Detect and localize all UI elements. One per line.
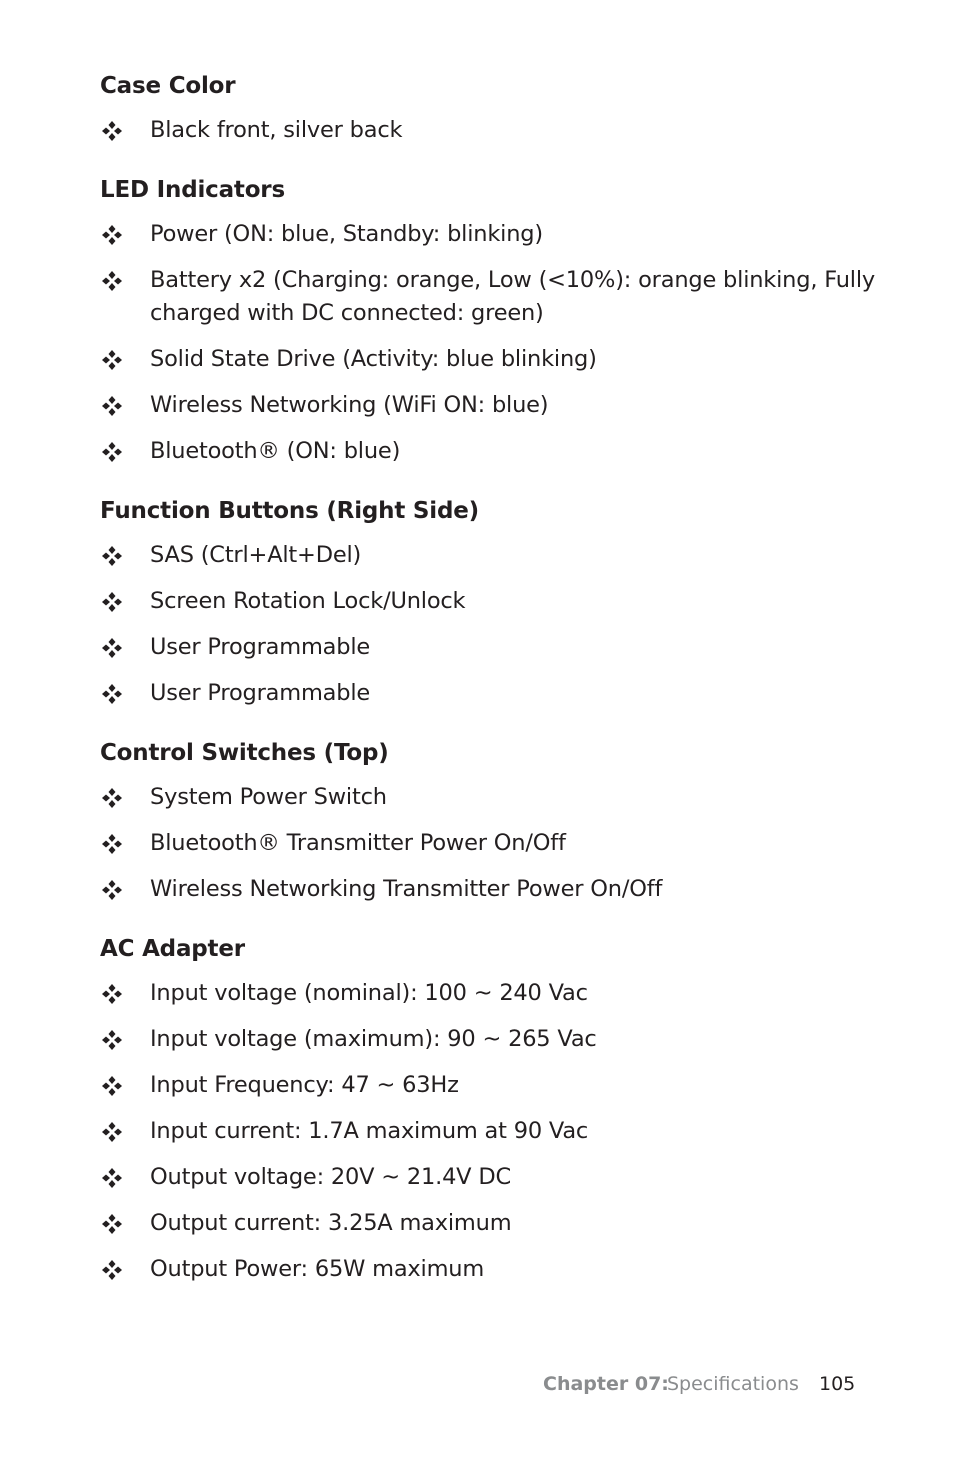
footer-title: Specifications bbox=[667, 1373, 799, 1395]
diamond-bullet-icon bbox=[101, 441, 123, 463]
list-item bbox=[100, 539, 880, 572]
section-heading: Control Switches (Top) bbox=[100, 740, 389, 766]
list-item bbox=[100, 114, 880, 147]
list-item bbox=[100, 1023, 880, 1056]
section-led-indicators bbox=[100, 172, 880, 468]
list-item-text: Wireless Networking Transmitter Power On/Off bbox=[150, 876, 663, 902]
list-item-text: Screen Rotation Lock/Unlock bbox=[150, 588, 466, 614]
diamond-bullet-icon bbox=[101, 395, 123, 417]
list-item bbox=[100, 1115, 880, 1148]
list-item bbox=[100, 781, 880, 814]
list-item-text: Output current: 3.25A maximum bbox=[150, 1210, 512, 1236]
list-item-text: Battery x2 (Charging: orange, Low (<10%): orange blinking, Fully charged with DC connected: green) bbox=[150, 267, 876, 326]
list-item-text: Wireless Networking (WiFi ON: blue) bbox=[150, 392, 549, 418]
diamond-bullet-icon bbox=[101, 545, 123, 567]
footer-chapter: Chapter 07: bbox=[543, 1373, 669, 1395]
diamond-bullet-icon bbox=[101, 591, 123, 613]
section-heading: Function Buttons (Right Side) bbox=[100, 498, 479, 524]
list-item bbox=[100, 585, 880, 618]
list-item-text: Output voltage: 20V ~ 21.4V DC bbox=[150, 1164, 511, 1190]
list-item-text: Power (ON: blue, Standby: blinking) bbox=[150, 221, 543, 247]
list-item-text: SAS (Ctrl+Alt+Del) bbox=[150, 542, 362, 568]
list-item bbox=[100, 1069, 880, 1102]
list-item-text: System Power Switch bbox=[150, 784, 387, 810]
list-item bbox=[100, 827, 880, 860]
list-item bbox=[100, 677, 880, 710]
diamond-bullet-icon bbox=[101, 787, 123, 809]
list-item-text: Input voltage (nominal): 100 ~ 240 Vac bbox=[150, 980, 588, 1006]
page-number: 105 bbox=[819, 1373, 856, 1395]
section-function-buttons bbox=[100, 493, 880, 710]
diamond-bullet-icon bbox=[101, 270, 123, 292]
list-item bbox=[100, 1207, 880, 1240]
section-heading: AC Adapter bbox=[100, 936, 245, 962]
diamond-bullet-icon bbox=[101, 1259, 123, 1281]
section-heading: Case Color bbox=[100, 73, 236, 99]
list-item-text: Input Frequency: 47 ~ 63Hz bbox=[150, 1072, 459, 1098]
list-item-text: Bluetooth® Transmitter Power On/Off bbox=[150, 830, 566, 856]
diamond-bullet-icon bbox=[101, 1167, 123, 1189]
section-control-switches bbox=[100, 735, 880, 906]
list-item bbox=[100, 264, 880, 330]
list-item bbox=[100, 343, 880, 376]
diamond-bullet-icon bbox=[101, 879, 123, 901]
list-item-text: Black front, silver back bbox=[150, 117, 403, 143]
spec-content bbox=[100, 68, 880, 1311]
diamond-bullet-icon bbox=[101, 683, 123, 705]
list-item bbox=[100, 389, 880, 422]
diamond-bullet-icon bbox=[101, 1029, 123, 1051]
list-item-text: Solid State Drive (Activity: blue blinking) bbox=[150, 346, 597, 372]
section-ac-adapter bbox=[100, 931, 880, 1286]
section-heading: LED Indicators bbox=[100, 177, 285, 203]
section-case-color bbox=[100, 68, 880, 147]
list-item bbox=[100, 218, 880, 251]
list-item bbox=[100, 631, 880, 664]
list-item-text: Input current: 1.7A maximum at 90 Vac bbox=[150, 1118, 589, 1144]
list-item-text: Output Power: 65W maximum bbox=[150, 1256, 485, 1282]
list-item bbox=[100, 1161, 880, 1194]
list-item bbox=[100, 1253, 880, 1286]
diamond-bullet-icon bbox=[101, 1075, 123, 1097]
diamond-bullet-icon bbox=[101, 833, 123, 855]
diamond-bullet-icon bbox=[101, 983, 123, 1005]
list-item-text: User Programmable bbox=[150, 680, 371, 706]
diamond-bullet-icon bbox=[101, 224, 123, 246]
page-footer bbox=[0, 1370, 954, 1398]
list-item bbox=[100, 873, 880, 906]
list-item-text: Input voltage (maximum): 90 ~ 265 Vac bbox=[150, 1026, 597, 1052]
list-item-text: Bluetooth® (ON: blue) bbox=[150, 438, 401, 464]
list-item bbox=[100, 977, 880, 1010]
diamond-bullet-icon bbox=[101, 1213, 123, 1235]
diamond-bullet-icon bbox=[101, 1121, 123, 1143]
diamond-bullet-icon bbox=[101, 637, 123, 659]
diamond-bullet-icon bbox=[101, 120, 123, 142]
diamond-bullet-icon bbox=[101, 349, 123, 371]
list-item-text: User Programmable bbox=[150, 634, 371, 660]
list-item bbox=[100, 435, 880, 468]
